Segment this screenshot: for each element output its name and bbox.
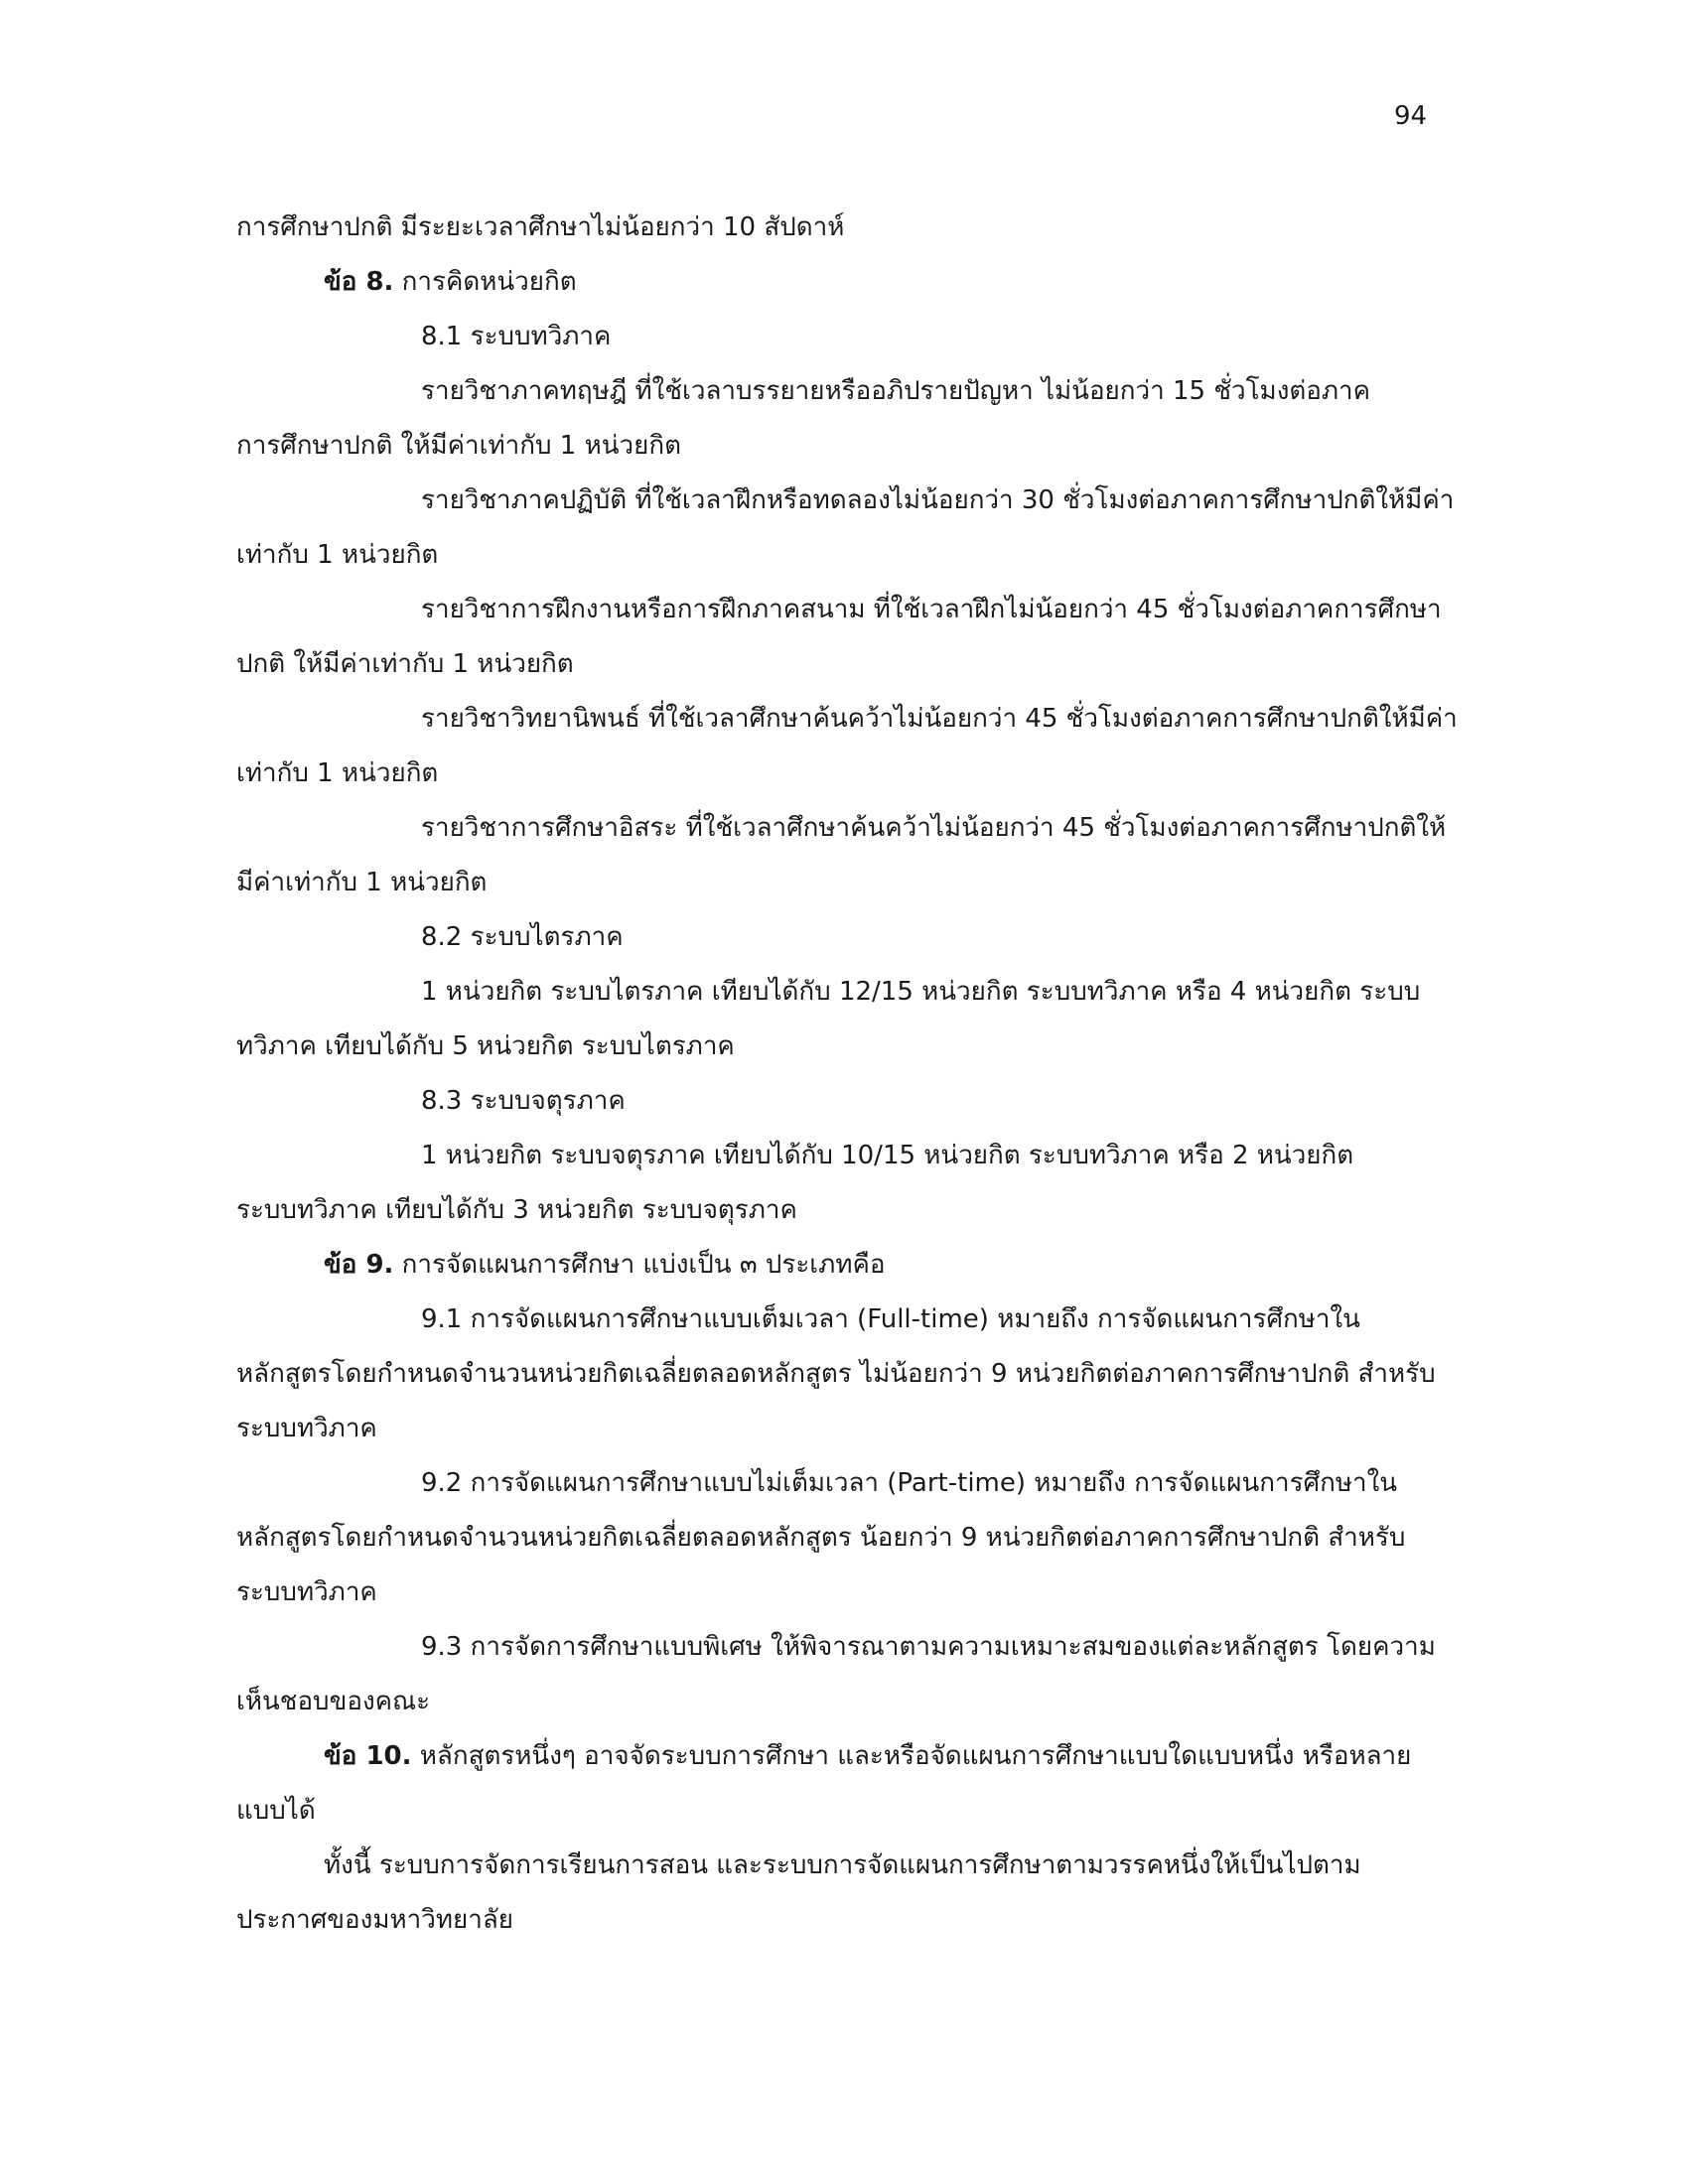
text-line: ประกาศของมหาวิทยาลัย <box>236 1905 513 1935</box>
text-line: หลักสูตรโดยกำหนดจำนวนหน่วยกิตเฉลี่ยตลอดหลักสูตร ไม่น้อยกว่า 9 หน่วยกิตต่อภาคการศึกษาปกติ สำหรับ <box>236 1359 1436 1389</box>
text-line: 9.2 การจัดแผนการศึกษาแบบไม่เต็มเวลา (Part-time) หมายถึง การจัดแผนการศึกษาใน <box>421 1468 1398 1498</box>
subsection-heading: 8.3 ระบบจตุรภาค <box>421 1086 626 1116</box>
text-line: ระบบทวิภาค เทียบได้กับ 3 หน่วยกิต ระบบจตุรภาค <box>236 1195 797 1225</box>
text-line: แบบได้ <box>236 1796 316 1826</box>
text-line: การศึกษาปกติ มีระยะเวลาศึกษาไม่น้อยกว่า 10 สัปดาห์ <box>236 212 845 242</box>
clause-title: หลักสูตรหนึ่งๆ อาจจัดระบบการศึกษา และหรือจัดแผนการศึกษาแบบใดแบบหนึ่ง หรือหลาย <box>411 1741 1412 1771</box>
text-line: มีค่าเท่ากับ 1 หน่วยกิต <box>236 868 488 897</box>
text-line: เท่ากับ 1 หน่วยกิต <box>236 540 439 570</box>
text-line: รายวิชาวิทยานิพนธ์ ที่ใช้เวลาศึกษาค้นคว้าไม่น้อยกว่า 45 ชั่วโมงต่อภาคการศึกษาปกติให้มีค่า <box>421 704 1458 734</box>
text-line: ทวิภาค เทียบได้กับ 5 หน่วยกิต ระบบไตรภาค <box>236 1031 735 1061</box>
text-line: เท่ากับ 1 หน่วยกิต <box>236 758 439 788</box>
text-line: 9.1 การจัดแผนการศึกษาแบบเต็มเวลา (Full-time) หมายถึง การจัดแผนการศึกษาใน <box>421 1304 1360 1334</box>
text-line: เห็นชอบของคณะ <box>236 1687 431 1716</box>
clause-title: การคิดหน่วยกิต <box>393 267 577 297</box>
clause-number: ข้อ 9. <box>324 1250 394 1280</box>
text-line: 9.3 การจัดการศึกษาแบบพิเศษ ให้พิจารณาตามความเหมาะสมของแต่ละหลักสูตร โดยความ <box>421 1632 1436 1662</box>
subsection-heading: 8.1 ระบบทวิภาค <box>421 322 612 351</box>
text-line: ทั้งนี้ ระบบการจัดการเรียนการสอน และระบบการจัดแผนการศึกษาตามวรรคหนึ่งให้เป็นไปตาม <box>324 1850 1361 1880</box>
clause-heading <box>236 255 1428 310</box>
subsection-heading: 8.2 ระบบไตรภาค <box>421 922 624 952</box>
page-number: 94 <box>1394 101 1428 131</box>
text-line: รายวิชาภาคทฤษฎี ที่ใช้เวลาบรรยายหรืออภิปรายปัญหา ไม่น้อยกว่า 15 ชั่วโมงต่อภาค <box>421 376 1371 406</box>
clause-title: การจัดแผนการศึกษา แบ่งเป็น ๓ ประเภทคือ <box>393 1250 886 1280</box>
text-line: การศึกษาปกติ ให้มีค่าเท่ากับ 1 หน่วยกิต <box>236 431 681 461</box>
clause-number: ข้อ 8. <box>324 267 394 297</box>
clause-number: ข้อ 10. <box>324 1741 412 1771</box>
document-body <box>236 201 1458 1948</box>
text-line: รายวิชาภาคปฏิบัติ ที่ใช้เวลาฝึกหรือทดลองไม่น้อยกว่า 30 ชั่วโมงต่อภาคการศึกษาปกติให้มีค่า <box>421 485 1455 515</box>
text-line: ระบบทวิภาค <box>236 1414 377 1443</box>
text-line: ระบบทวิภาค <box>236 1577 377 1607</box>
text-line: 1 หน่วยกิต ระบบจตุรภาค เทียบได้กับ 10/15 หน่วยกิต ระบบทวิภาค หรือ 2 หน่วยกิต <box>421 1141 1354 1170</box>
text-line: รายวิชาการศึกษาอิสระ ที่ใช้เวลาศึกษาค้นคว้าไม่น้อยกว่า 45 ชั่วโมงต่อภาคการศึกษาปกติให้ <box>421 813 1447 843</box>
text-line: หลักสูตรโดยกำหนดจำนวนหน่วยกิตเฉลี่ยตลอดหลักสูตร น้อยกว่า 9 หน่วยกิตต่อภาคการศึกษาปกติ สำหรับ <box>236 1523 1406 1553</box>
text-line: ปกติ ให้มีค่าเท่ากับ 1 หน่วยกิต <box>236 649 574 679</box>
text-line: 1 หน่วยกิต ระบบไตรภาค เทียบได้กับ 12/15 หน่วยกิต ระบบทวิภาค หรือ 4 หน่วยกิต ระบบ <box>421 977 1421 1007</box>
text-line: รายวิชาการฝึกงานหรือการฝึกภาคสนาม ที่ใช้เวลาฝึกไม่น้อยกว่า 45 ชั่วโมงต่อภาคการศึกษา <box>421 595 1442 624</box>
clause-heading <box>236 1238 1428 1293</box>
clause-heading <box>236 1729 1428 1784</box>
